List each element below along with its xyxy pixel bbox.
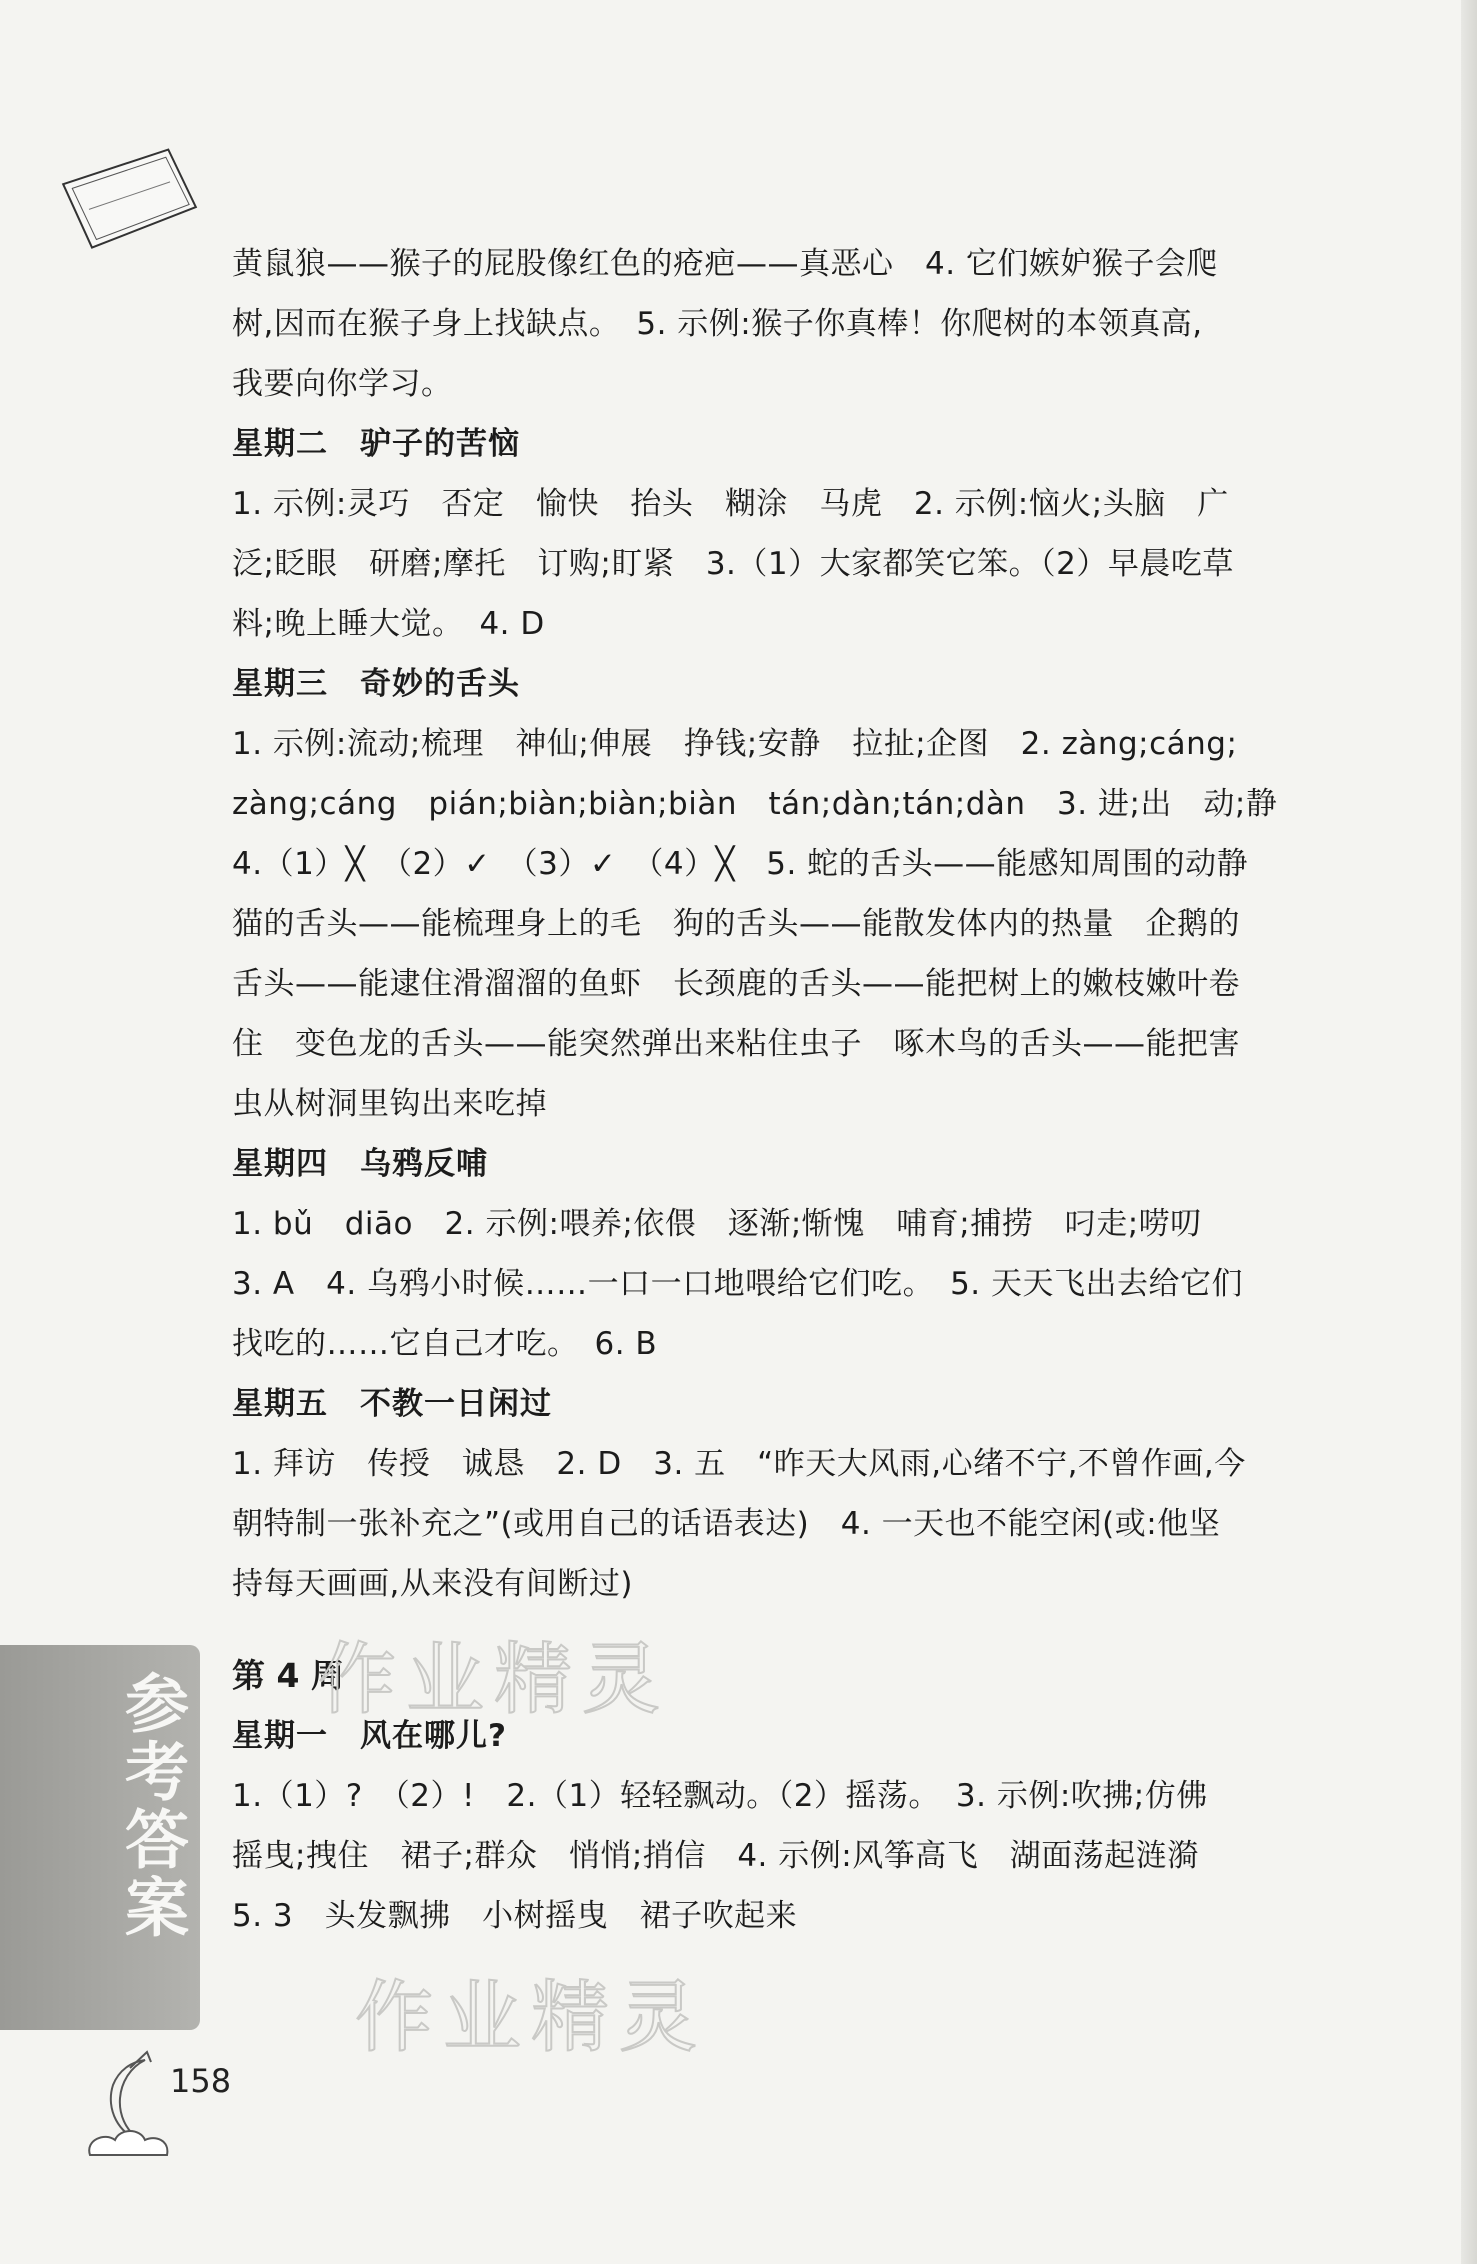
text-line: 1. 拜访 传授 诚恳 2. D 3. 五 “昨天大风雨,心绪不宁,不曾作画,今 xyxy=(232,1446,1246,1482)
text-line: 持每天画画,从来没有间断过) xyxy=(232,1566,633,1602)
text-line: 3. A 4. 乌鸦小时候……一口一口地喂给它们吃。 5. 天天飞出去给它们 xyxy=(232,1266,1243,1302)
section-heading: 星期一 风在哪儿? xyxy=(232,1718,507,1754)
section-heading: 星期二 驴子的苦恼 xyxy=(232,426,520,462)
text-line: 料;晚上睡大觉。 4. D xyxy=(232,606,545,642)
book-logo-icon xyxy=(49,135,217,264)
text-line: 树,因而在猴子身上找缺点。 5. 示例:猴子你真棒！你爬树的本领真高, xyxy=(232,306,1203,342)
section-wednesday xyxy=(232,654,1367,1134)
section-heading: 星期五 不教一日闲过 xyxy=(232,1386,552,1422)
text-line: 我要向你学习。 xyxy=(232,366,453,402)
text-line: 舌头——能逮住滑溜溜的鱼虾 长颈鹿的舌头——能把树上的嫩枝嫩叶卷 xyxy=(232,966,1240,1002)
text-line: 5. 3 头发飘拂 小树摇曳 裙子吹起来 xyxy=(232,1898,798,1934)
page-spine xyxy=(1461,0,1477,2264)
text-line: 4.（1）╳ （2）✓ （3）✓ （4）╳ 5. 蛇的舌头——能感知周围的动静 xyxy=(232,846,1249,882)
text-line: 朝特制一张补充之”(或用自己的话语表达) 4. 一天也不能空闲(或:他坚 xyxy=(232,1506,1221,1542)
section-tuesday xyxy=(232,414,1367,654)
text-line: 泛;眨眼 研磨;摩托 订购;盯紧 3.（1）大家都笑它笨。（2）早晨吃草 xyxy=(232,546,1234,582)
text-line: 1.（1）? （2）! 2.（1）轻轻飘动。（2）摇荡。 3. 示例:吹拂;仿佛 xyxy=(232,1778,1208,1814)
section-friday xyxy=(232,1374,1367,1614)
text-line: 猫的舌头——能梳理身上的毛 狗的舌头——能散发体内的热量 企鹅的 xyxy=(232,906,1240,942)
text-line: 找吃的……它自己才吃。 6. B xyxy=(232,1326,658,1362)
page-number: 158 xyxy=(170,2062,232,2100)
text-line: 摇曳;拽住 裙子;群众 悄悄;捎信 4. 示例:风筝高飞 湖面荡起涟漪 xyxy=(232,1838,1199,1874)
text-line: zàng;cáng pián;biàn;biàn;biàn tán;dàn;tán;dàn 3. 进;出 动;静 xyxy=(232,786,1278,822)
moon-cloud-icon xyxy=(75,2040,265,2170)
intro-block xyxy=(232,234,1367,414)
week-heading: 第 4 周 xyxy=(232,1656,344,1695)
text-line: 1. 示例:流动;梳理 神仙;伸展 挣钱;安静 拉扯;企图 2. zàng;cáng; xyxy=(232,726,1238,762)
section-heading: 星期三 奇妙的舌头 xyxy=(232,666,520,702)
text-line: 1. 示例:灵巧 否定 愉快 抬头 糊涂 马虎 2. 示例:恼火;头脑 广 xyxy=(232,486,1229,522)
section-heading: 星期四 乌鸦反哺 xyxy=(232,1146,488,1182)
watermark: 作业精灵 xyxy=(318,1635,671,1725)
section-week4-monday xyxy=(232,1706,1367,1946)
section-thursday xyxy=(232,1134,1367,1374)
reference-answers-label: 参考答案 xyxy=(114,1670,188,1942)
text-line: 住 变色龙的舌头——能突然弹出来粘住虫子 啄木鸟的舌头——能把害 xyxy=(232,1026,1240,1062)
text-line: 黄鼠狼——猴子的屁股像红色的疮疤——真恶心 4. 它们嫉妒猴子会爬 xyxy=(232,246,1218,282)
text-line: 1. bǔ diāo 2. 示例:喂养;依偎 逐渐;惭愧 哺育;捕捞 叼走;唠叨 xyxy=(232,1206,1202,1242)
watermark: 作业精灵 xyxy=(355,1973,708,2063)
text-line: 虫从树洞里钩出来吃掉 xyxy=(232,1086,547,1122)
